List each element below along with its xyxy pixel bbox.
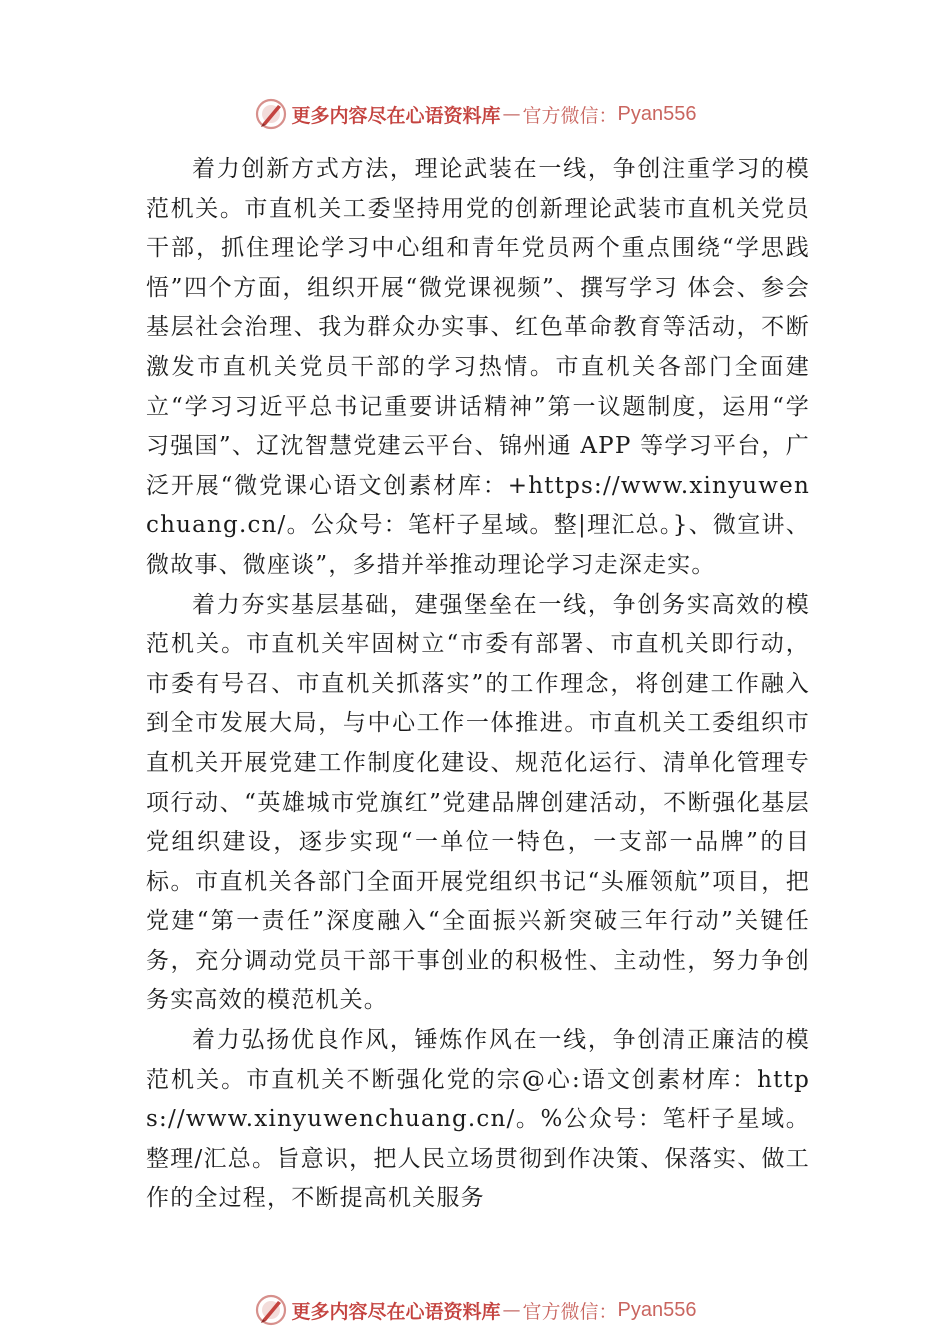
watermark-separator: — <box>502 1299 521 1321</box>
watermark-wechat-label: 官方微信： <box>522 1300 618 1323</box>
watermark-wechat-id: Pyan556 <box>617 102 697 125</box>
header-watermark <box>0 94 950 134</box>
brush-logo-icon <box>254 1293 288 1327</box>
watermark-wechat-id: Pyan556 <box>617 1298 697 1321</box>
paragraph-grassroots-foundation: 着力夯实基层基础，建强堡垒在一线，争创务实高效的模范机关。市直机关牢固树立“市委有部署、市直机关即行动，市委有号召、市直机关抓落实”的工作理念，将创建工作融入到全市发展大局，与中心工作一体推进。市直机关工委组织市直机关开展党建工作制度化建设、规范化运行、清单化管理专项行动、“英雄城市党旗红”党建品牌创建活动，不断强化基层党组织建设，逐步实现“一单位一特色，一支部一品牌”的目标。市直机关各部门全面开展党组织书记“头雁领航”项目，把党建“第一责任”深度融入“全面振兴新突破三年行动”关键任务，充分调动党员干部干事创业的积极性、主动性，努力争创务实高效的模范机关。 <box>146 591 810 1014</box>
watermark-separator: — <box>502 103 521 125</box>
watermark-wechat-label: 官方微信： <box>522 104 618 127</box>
paragraph-theory-study: 着力创新方式方法，理论武装在一线，争创注重学习的模范机关。市直机关工委坚持用党的创新理论武装市直机关党员干部，抓住理论学习中心组和青年党员两个重点围绕“学思践悟”四个方面，组织开展“微党课视频”、撰写学习 体会、参会基层社会治理、我为群众办实事、红色革命教育等活动，不断激发市直机关党员干部的学习热情。市直机关各部门全面建立“学习习近平总书记重要讲话精神”第一议题制度，运用“学习强国”、辽沈智慧党建云平台、锦州通 APP 等学习平台，广泛开展“微党课心语文创素材库：+https://www.xinyuwenchuang.cn/。公众号：笔杆子星域。整|理汇总。}、微宣讲、微故事、微座谈”，多措并举推动理论学习走深走实。 <box>146 156 810 578</box>
document-body <box>146 150 810 1219</box>
watermark-main-text: 更多内容尽在心语资料库 <box>291 1300 501 1323</box>
footer-watermark <box>0 1290 950 1330</box>
brush-logo-icon <box>254 97 288 131</box>
paragraph-work-style: 着力弘扬优良作风，锤炼作风在一线，争创清正廉洁的模范机关。市直机关不断强化党的宗@心:语文创素材库：https://www.xinyuwenchuang.cn/。%公众号：笔杆子星域。整理/汇总。旨意识，把人民立场贯彻到作决策、保落实、做工作的全过程，不断提高机关服务 <box>146 1027 810 1212</box>
watermark-main-text: 更多内容尽在心语资料库 <box>291 104 501 127</box>
